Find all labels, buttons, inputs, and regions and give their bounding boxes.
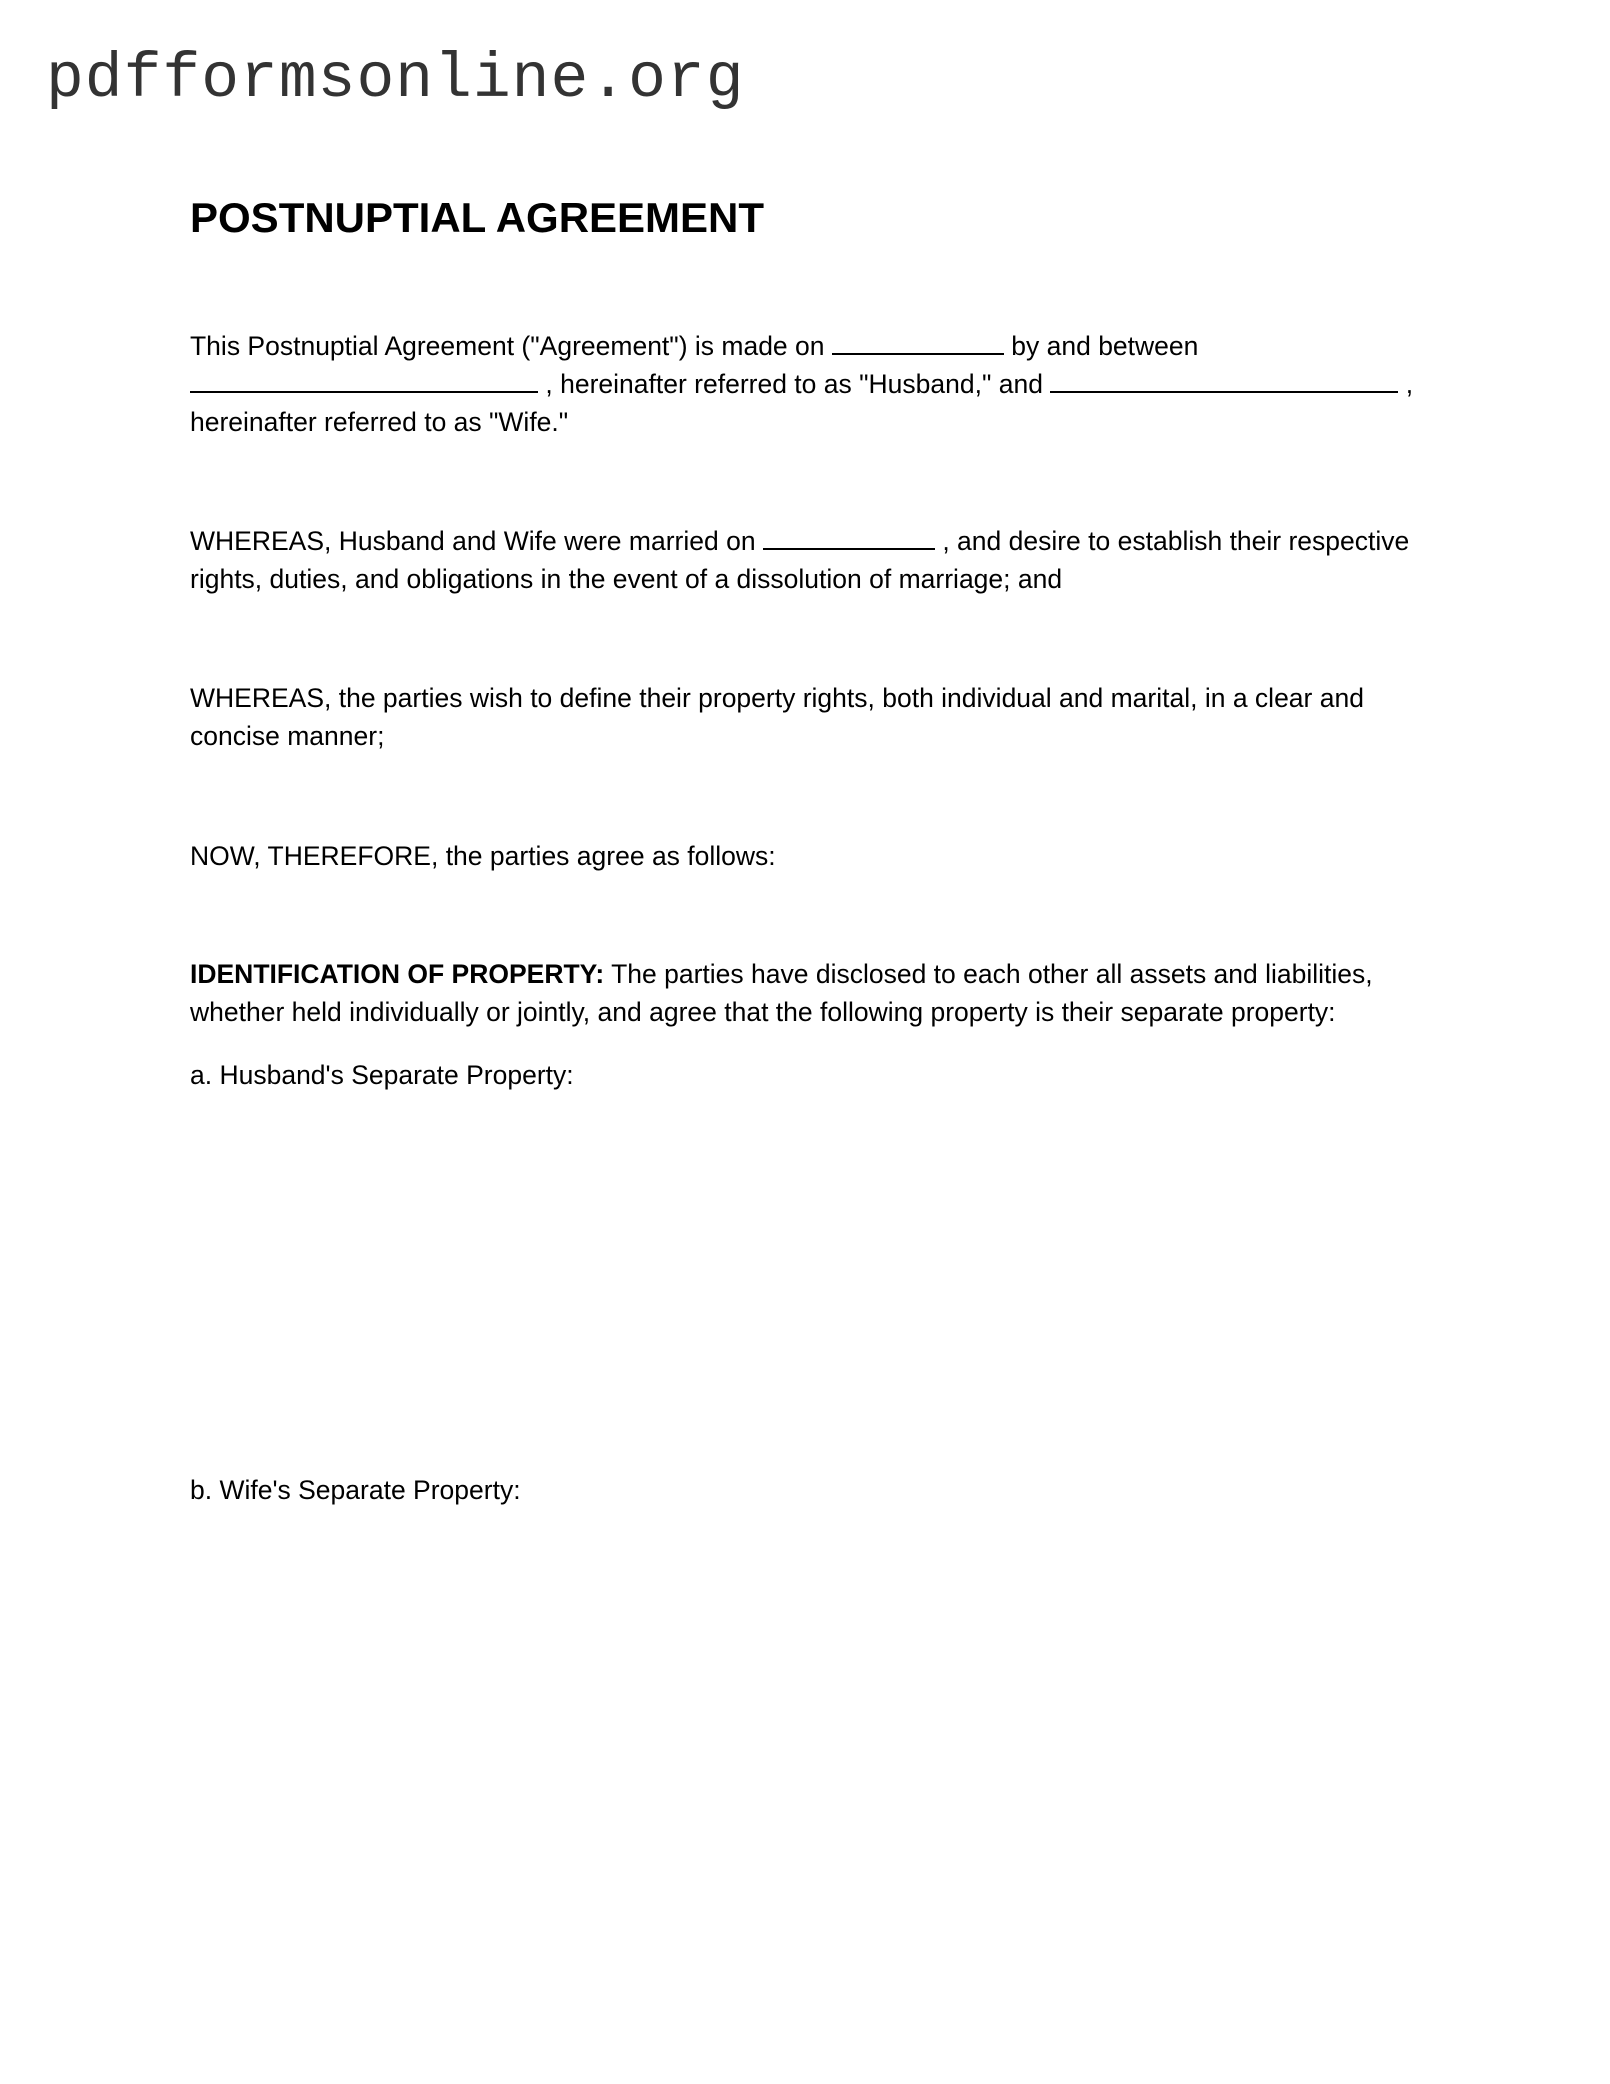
watermark-logo-text: pdfformsonline.org [46, 44, 745, 115]
intro-text-5: hereinafter referred to as "Wife." [190, 407, 569, 437]
page-title: POSTNUPTIAL AGREEMENT [190, 194, 765, 241]
identification-heading: IDENTIFICATION OF PROPERTY: [190, 959, 605, 989]
whereas1-text-2: , and desire to establish their respective [942, 526, 1410, 556]
agreement-date-field[interactable] [832, 329, 1004, 355]
wife-property-label: b. Wife's Separate Property: [190, 1475, 521, 1505]
intro-text-3: , hereinafter referred to as "Husband," and [545, 369, 1043, 399]
now-therefore-text: NOW, THEREFORE, the parties agree as follows: [190, 841, 776, 871]
intro-text-2: by and between [1011, 331, 1199, 361]
intro-paragraph [190, 327, 1450, 441]
identification-line-2: whether held individually or jointly, and agree that the following property is their separate property: [190, 997, 1336, 1027]
whereas-property-paragraph [190, 679, 1450, 755]
husband-name-field[interactable] [190, 367, 538, 393]
marriage-date-field[interactable] [763, 524, 935, 550]
husband-property-section [190, 1056, 1450, 1094]
intro-text-4: , [1405, 369, 1414, 399]
whereas1-text-1: WHEREAS, Husband and Wife were married on [190, 526, 756, 556]
whereas1-text-3: rights, duties, and obligations in the event of a dissolution of marriage; and [190, 564, 1063, 594]
wife-property-entry-area[interactable] [190, 1515, 1450, 2015]
wife-property-section [190, 1471, 1450, 1509]
identification-line-1: The parties have disclosed to each other all assets and liabilities, [611, 959, 1373, 989]
identification-paragraph [190, 955, 1450, 1031]
intro-text-1: This Postnuptial Agreement ("Agreement") is made on [190, 331, 825, 361]
husband-property-label: a. Husband's Separate Property: [190, 1060, 574, 1090]
whereas-marriage-paragraph [190, 522, 1450, 598]
husband-property-entry-area[interactable] [190, 1100, 1450, 1460]
whereas2-line-2: concise manner; [190, 721, 385, 751]
wife-name-field[interactable] [1050, 367, 1398, 393]
whereas2-line-1: WHEREAS, the parties wish to define their property rights, both individual and marital, in a clear and [190, 683, 1364, 713]
now-therefore-paragraph [190, 837, 1450, 875]
